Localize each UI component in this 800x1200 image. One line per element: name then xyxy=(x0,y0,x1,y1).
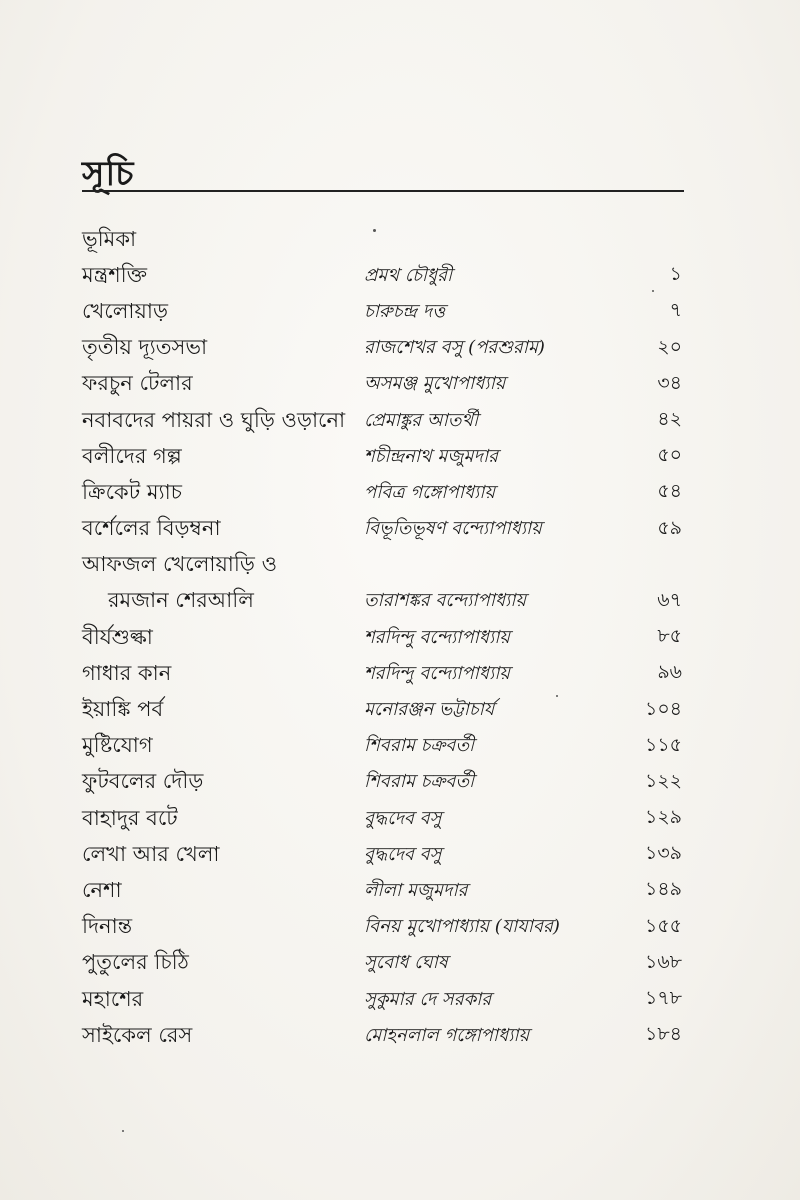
entry-title: ইয়াঙ্কি পর্ব xyxy=(82,697,164,722)
contents-list xyxy=(82,222,682,1054)
contents-row xyxy=(82,1018,682,1054)
entry-author: রাজশেখর বসু (পরশুরাম) xyxy=(364,337,545,359)
entry-author: মনোরঞ্জন ভট্টাচার্য xyxy=(364,699,495,721)
entry-page-number: ১২২ xyxy=(644,769,682,792)
entry-page-number: ৫৯ xyxy=(657,516,682,539)
entry-page-number: ১৪৯ xyxy=(645,878,682,901)
entry-title: নবাবদের পায়রা ও ঘুড়ি ওড়ানো xyxy=(82,407,346,432)
entry-page-number: ১০৪ xyxy=(644,697,682,720)
entry-author: বুদ্ধদেব বসু xyxy=(364,843,442,865)
entry-author: সুবোধ ঘোষ xyxy=(364,952,448,974)
entry-title: বীর্যশুল্কা xyxy=(82,624,153,649)
entry-author: চারুচন্দ্র দত্ত xyxy=(364,300,446,322)
contents-row xyxy=(82,584,682,620)
contents-row xyxy=(82,692,682,728)
entry-author: অসমঞ্জ মুখোপাধ্যায় xyxy=(364,373,506,395)
entry-title: ক্রিকেট ম্যাচ xyxy=(82,479,182,504)
entry-page-number: ১২৯ xyxy=(644,806,682,829)
contents-row xyxy=(82,837,682,873)
entry-title: বর্শেলের বিড়ম্বনা xyxy=(82,516,221,541)
entry-title: দিনান্ত xyxy=(82,914,133,939)
entry-title: বলীদের গল্প xyxy=(82,443,182,468)
contents-row xyxy=(82,294,682,330)
entry-author: তারাশঙ্কর বন্দ্যোপাধ্যায় xyxy=(364,590,527,612)
contents-row xyxy=(82,548,682,584)
entry-page-number: ৬৭ xyxy=(657,588,682,611)
contents-row xyxy=(82,620,682,656)
entry-author: প্রেমাঙ্কুর আতর্থী xyxy=(364,409,479,431)
entry-title: পুতুলের চিঠি xyxy=(82,950,189,975)
entry-title: নেশা xyxy=(82,877,122,902)
contents-row xyxy=(82,367,682,403)
entry-title: ফরচুন টেলার xyxy=(82,371,193,396)
paper-speck xyxy=(373,229,376,232)
entry-author: শিবরাম চক্রবর্তী xyxy=(364,735,475,757)
entry-title: সাইকেল রেস xyxy=(82,1022,193,1047)
entry-page-number: ৯৬ xyxy=(657,661,682,684)
entry-page-number: ৮৫ xyxy=(657,625,682,648)
entry-title: খেলোয়াড় xyxy=(82,298,168,323)
entry-author: প্রমথ চৌধুরী xyxy=(364,264,453,286)
entry-page-number: ১১৫ xyxy=(645,733,682,756)
heading-rule xyxy=(82,190,684,192)
entry-title: বাহাদুর বটে xyxy=(82,805,178,830)
entry-title: ফুটবলের দৌড় xyxy=(82,769,204,794)
entry-title: মহাশের xyxy=(82,986,144,1011)
contents-row xyxy=(82,331,682,367)
contents-row xyxy=(82,403,682,439)
entry-author: সুকুমার দে সরকার xyxy=(364,988,492,1010)
entry-author: বুদ্ধদেব বসু xyxy=(364,807,442,829)
entry-page-number: ২০ xyxy=(657,335,682,358)
entry-title: তৃতীয় দ্যূতসভা xyxy=(82,335,208,360)
entry-author: লীলা মজুমদার xyxy=(364,879,468,901)
contents-row xyxy=(82,873,682,909)
entry-page-number: ১৩৯ xyxy=(644,842,682,865)
paper-speck xyxy=(122,1130,124,1132)
entry-author: শরদিন্দু বন্দ্যোপাধ্যায় xyxy=(364,662,511,684)
entry-title: আফজল খেলোয়াড়ি ও xyxy=(82,552,278,577)
entry-title: রমজান শেরআলি xyxy=(108,588,254,613)
entry-page-number: ১৭৮ xyxy=(644,987,682,1010)
entry-page-number: ৭ xyxy=(669,299,682,322)
entry-title: ভূমিকা xyxy=(82,226,137,251)
entry-page-number: ৫০ xyxy=(657,444,682,467)
contents-row xyxy=(82,910,682,946)
entry-author: পবিত্র গঙ্গোপাধ্যায় xyxy=(364,481,496,503)
entry-title: গাধার কান xyxy=(82,660,172,685)
entry-page-number: ১৮৪ xyxy=(645,1023,682,1046)
entry-author: বিভূতিভূষণ বন্দ্যোপাধ্যায় xyxy=(364,518,542,540)
entry-page-number: ১৬৮ xyxy=(644,950,682,973)
entry-title: লেখা আর খেলা xyxy=(82,841,220,866)
entry-page-number: ১৫৫ xyxy=(645,914,682,937)
entry-page-number: ৩৪ xyxy=(657,371,682,394)
entry-title: মন্ত্রশক্তি xyxy=(82,262,148,287)
contents-row xyxy=(82,765,682,801)
contents-row xyxy=(82,656,682,692)
entry-title: মুষ্টিযোগ xyxy=(82,733,153,758)
entry-author: শচীন্দ্রনাথ মজুমদার xyxy=(364,445,499,467)
entry-page-number: ৪২ xyxy=(657,408,682,431)
entry-author: মোহনলাল গঙ্গোপাধ্যায় xyxy=(364,1024,530,1046)
contents-row xyxy=(82,439,682,475)
contents-row xyxy=(82,982,682,1018)
contents-row xyxy=(82,729,682,765)
contents-heading: সূচি xyxy=(82,154,135,194)
contents-row xyxy=(82,475,682,511)
entry-page-number: ৫৪ xyxy=(657,480,682,503)
contents-row xyxy=(82,222,682,258)
entry-author: বিনয় মুখোপাধ্যায় (যাযাবর) xyxy=(364,916,560,938)
contents-row xyxy=(82,946,682,982)
entry-author: শিবরাম চক্রবর্তী xyxy=(364,771,475,793)
contents-row xyxy=(82,512,682,548)
paper-speck xyxy=(652,290,654,292)
entry-author: শরদিন্দু বন্দ্যোপাধ্যায় xyxy=(364,626,511,648)
paper-speck xyxy=(556,695,558,697)
entry-page-number: ১ xyxy=(669,263,682,286)
contents-row xyxy=(82,801,682,837)
contents-row xyxy=(82,258,682,294)
